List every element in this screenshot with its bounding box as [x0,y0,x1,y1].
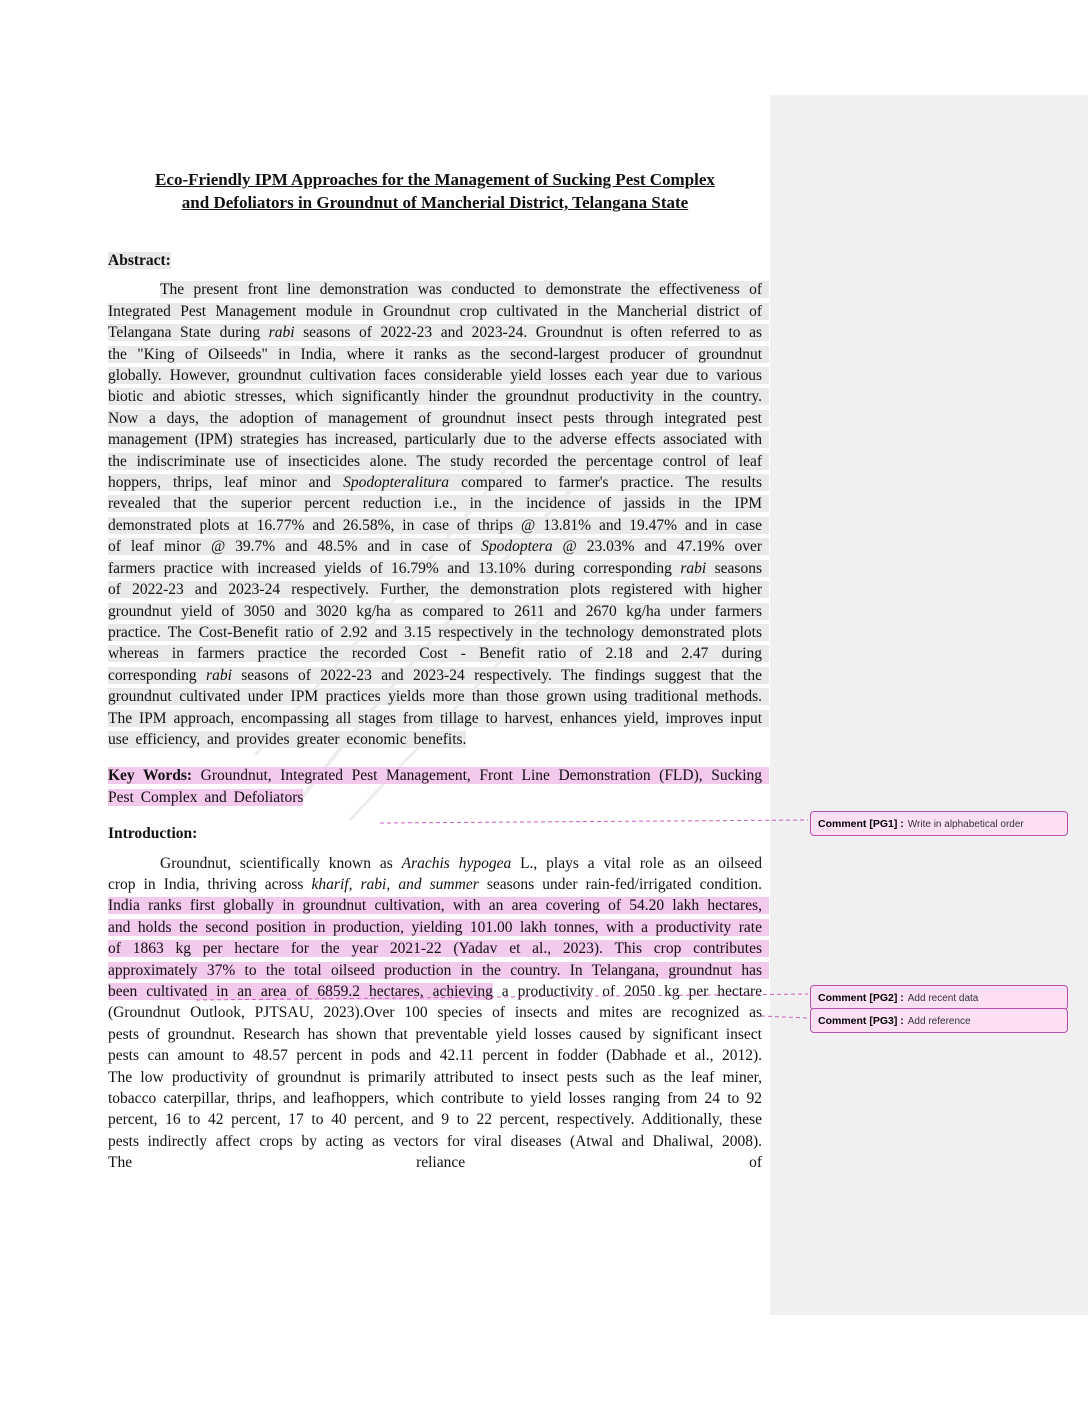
text-run: India ranks first globally in groundnut cultivation, with an area covering of 54.20 lakh hectares, and holds the second position in production, yielding 101.00 lakh tonnes, with a productivity rate of 1863 kg per hectare for the year 2021-22 (Yadav et al., 2023). [108,897,769,958]
title-line: Eco-Friendly IPM Approaches for the Management of Sucking Pest Complex [155,170,715,189]
paragraph [108,279,769,750]
text-run: rabi [268,324,295,342]
section-heading [108,250,762,271]
comment-label: Comment [PG1] : [818,818,904,830]
comment-text: Add reference [907,1016,971,1027]
text-run: This crop contributes approximately 37% to the total oilseed production in the country. [108,940,769,979]
text-run: Introduction: [108,825,198,843]
text-run: Groundnut, scientifically known as [160,854,402,872]
text-run: Spodopteralitura [343,474,450,492]
text-run: The present front line demonstration was conducted to demonstrate the effectiveness of Integrated Pest Management module in Groundnut crop cultivated in the Mancherial district of Telangana State during [108,281,769,342]
paper-title [108,168,762,214]
document-area [108,168,769,1189]
text-run: compared to farmer's practice. The results revealed that the superior percent reduction i.e., in the incidence of jassids in the IPM demonstrated plots at 16.77% and 26.58%, in case of thrips @ 13.81% and 19.47% and in case of leaf minor @ 39.7% and 48.5% and in case of [108,474,769,556]
markup-panel [770,95,1088,1315]
paragraph [108,853,769,1174]
section-heading [108,823,762,844]
text-run: seasons under rain-fed/irrigated condition. [478,875,769,893]
text-run: kharif, rabi, and summer [311,875,479,893]
text-run: Arachis hypogea [401,854,512,872]
text-run: Key Words: [108,767,193,785]
text-run: Abstract: [108,252,171,269]
text-run: a productivity of 2050 kg per hectare (Groundnut Outlook, PJTSAU, 2023).Over 100 species of insects and mites are recognized as pests of groundnut. Research has shown that preventable yield losses caused by significant insect pests can amount to 48.57 percent in pods and 42.11 percent in fodder (Dabhade et al., 2012). The low productivity of groundnut is primarily attributed to insect pests such as the leaf miner, tobacco caterpillar, thrips, and leafhoppers, which contribute to yield losses ranging from 24 to 92 percent, 16 to 42 percent, 17 to 40 percent, and 9 to 22 percent, respectively. Additionally, these pests indirectly affect crops by acting as vectors for viral diseases (Atwal and Dhaliwal, 2008). The reliance of [108,983,769,1172]
text-run: @ 23.03% and 47.19% over farmers practice with increased yields of 16.79% and 13.10% during corresponding [108,538,769,577]
text-run: Spodoptera [481,538,553,556]
comment-text: Add recent data [907,993,979,1004]
title-line: and Defoliators in Groundnut of Mancherial District, Telangana State [181,193,689,212]
text-run: L., plays a vital role as an oilseed crop in India, thriving across [108,854,769,893]
paragraph [108,765,769,808]
comment-text: Write in alphabetical order [907,819,1024,830]
text-run: seasons of 2022-23 and 2023-24 respectively. The findings suggest that the groundnut cultivated under IPM practices yields more than those grown using traditional methods. The IPM approach, encompassing all stages from tillage to harvest, enhances yield, improves input use efficiency, and provides greater economic benefits. [108,666,769,748]
comment-label: Comment [PG3] : [818,1015,904,1027]
text-run: seasons of 2022-23 and 2023-24. Groundnut is often referred to as the "King of Oilseeds" in India, where it ranks as the second-largest producer of groundnut globally. However, groundnut cultivation faces considerable yield losses each year due to various biotic and abiotic stresses, which significantly hinder the groundnut productivity in the country. Now a days, the adoption of management of groundnut insect pests through integrated pest management (IPM) strategies has increased, particularly due to the adverse effects associated with the indiscriminate use of insecticides alone. The study recorded the percentage control of leaf hoppers, thrips, leaf minor and [108,324,769,492]
text-run: In Telangana, groundnut has been cultivated in an area of 6859.2 hectares, achieving [108,961,769,1000]
comment-box[interactable] [810,1008,1068,1033]
comment-box[interactable] [810,985,1068,1010]
text-run: seasons of 2022-23 and 2023-24 respectively. Further, the demonstration plots registered with higher groundnut yield of 3050 and 3020 kg/ha as compared to 2611 and 2670 kg/ha under farmers practice. The Cost-Benefit ratio of 2.92 and 3.15 respectively in the technology demonstrated plots whereas in farmers practice the recorded Cost - Benefit ratio of 2.18 and 2.47 during corresponding [108,559,769,684]
text-run: Groundnut, Integrated Pest Management, Front Line Demonstration (FLD), Sucking Pest Complex and Defoliators [108,767,769,806]
text-run: rabi [680,559,707,577]
comment-box[interactable] [810,811,1068,836]
comment-label: Comment [PG2] : [818,992,904,1004]
document-blocks [108,250,769,1174]
text-run: rabi [206,666,232,684]
